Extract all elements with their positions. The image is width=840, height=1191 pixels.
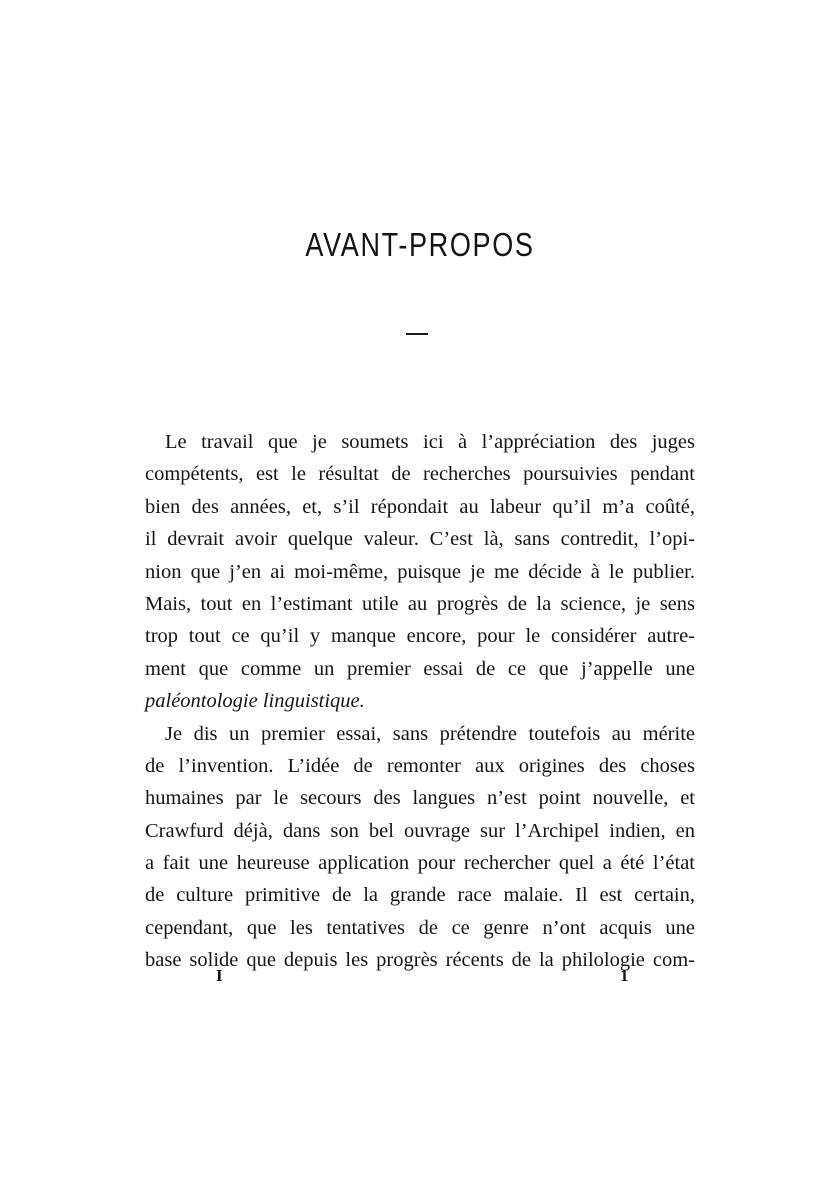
text-line: ment que comme un premier essai de ce que j’appelle une: [145, 657, 695, 680]
body-text: [145, 426, 695, 977]
text-line: Mais, tout en l’estimant utile au progrès de la science, je sens: [145, 592, 695, 615]
text-line: trop tout ce qu’il y manque encore, pour le considérer autre-: [145, 625, 695, 648]
text-line: compétents, est le résultat de recherches poursuivies pendant: [145, 463, 695, 486]
text-line: Le travail que je soumets ici à l’appréciation des juges: [165, 431, 695, 453]
page-number: 1: [620, 966, 629, 985]
text-line: paléontologie linguistique.: [145, 690, 365, 713]
text-line: a fait une heureuse application pour rechercher quel a été l’état: [145, 852, 695, 875]
text-line: Je dis un premier essai, sans prétendre toutefois au mérite: [165, 722, 695, 745]
signature-mark: I: [216, 966, 223, 985]
text-line: Crawfurd déjà, dans son bel ouvrage sur l’Archipel indien, en: [145, 819, 695, 842]
text-line: base solide que depuis les progrès récents de la philologie com-: [145, 949, 695, 972]
text-line: de culture primitive de la grande race malaie. Il est certain,: [145, 884, 695, 907]
text-line: il devrait avoir quelque valeur. C’est là, sans contredit, l’opi-: [145, 528, 695, 551]
title-rule: [406, 333, 428, 335]
page-title: AVANT-PROPOS: [305, 226, 535, 263]
text-line: cependant, que les tentatives de ce genre n’ont acquis une: [145, 916, 695, 939]
text-line: nion que j’en ai moi-même, puisque je me décide à le publier.: [145, 560, 695, 583]
text-line: de l’invention. L’idée de remonter aux origines des choses: [145, 754, 695, 777]
text-line: humaines par le secours des langues n’est point nouvelle, et: [145, 787, 695, 810]
text-line: bien des années, et, s’il répondait au labeur qu’il m’a coûté,: [145, 495, 695, 518]
